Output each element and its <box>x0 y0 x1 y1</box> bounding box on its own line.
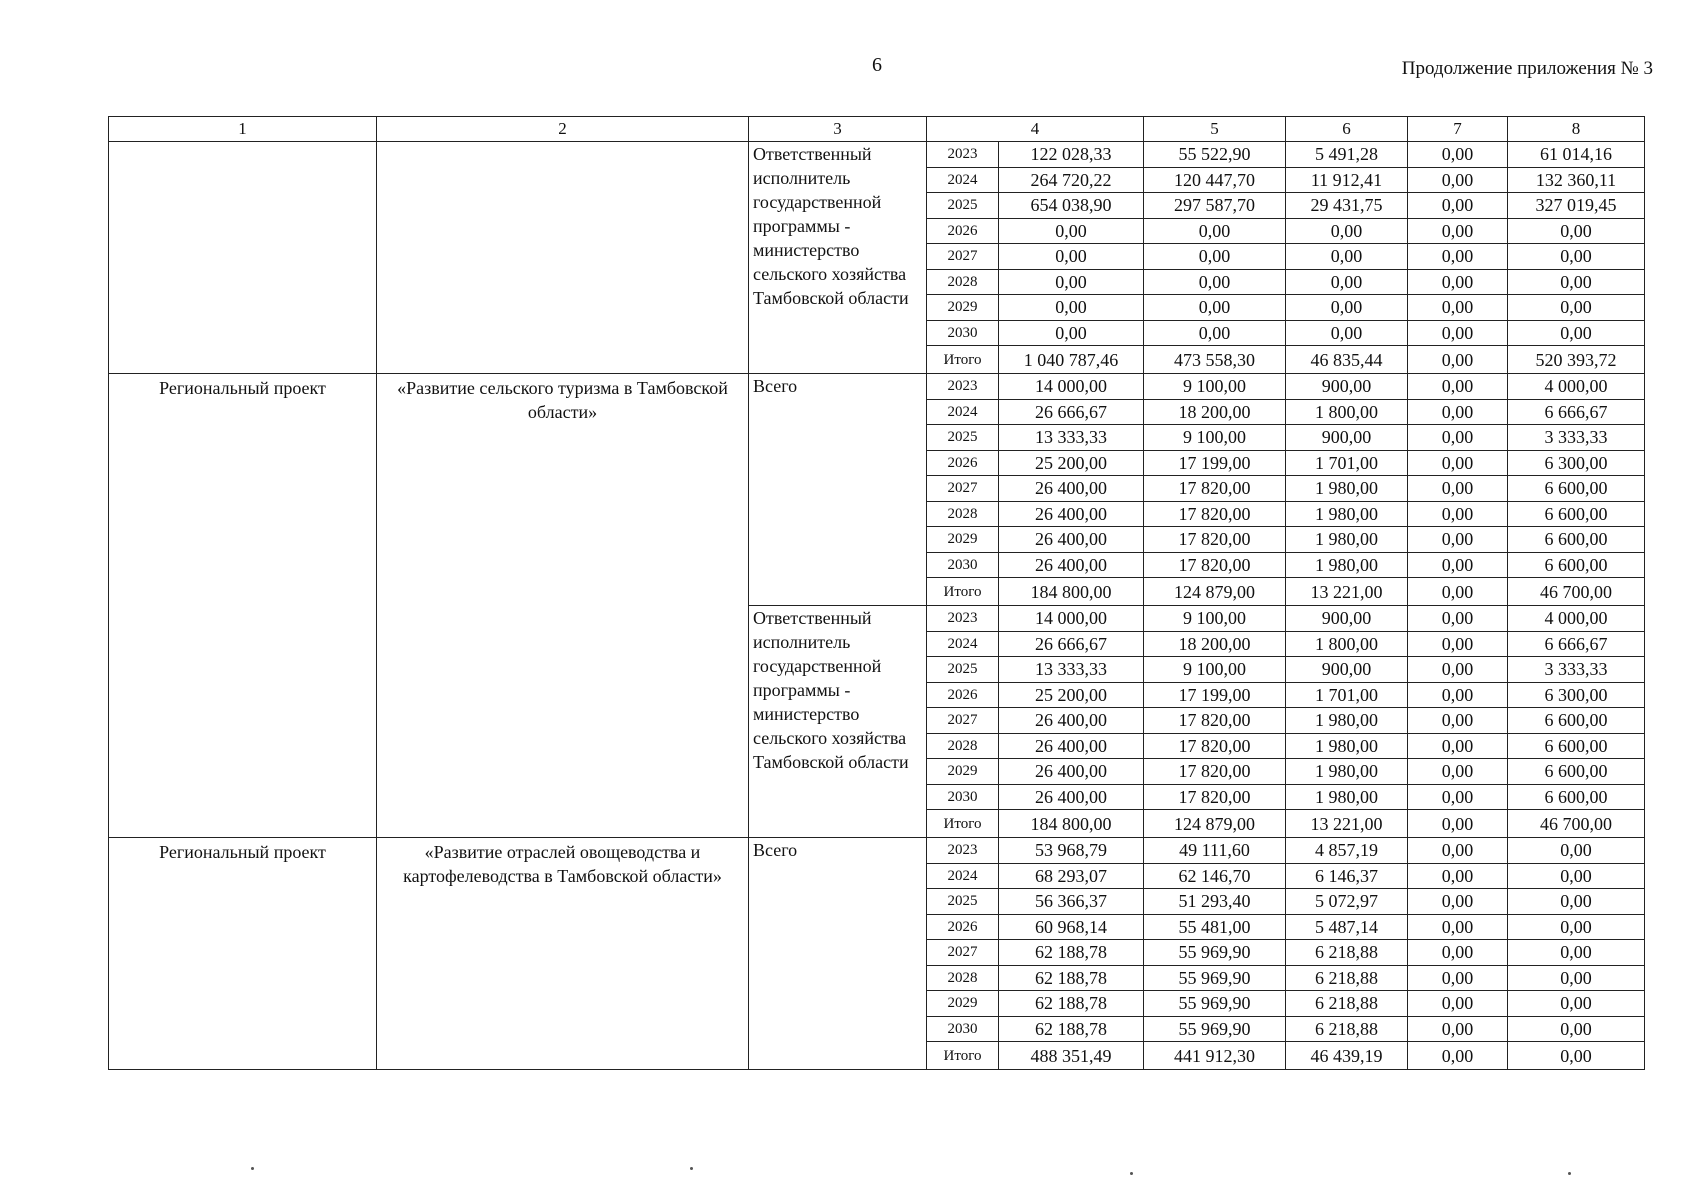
value-cell-6: 46 439,19 <box>1286 1042 1408 1070</box>
value-cell-7: 0,00 <box>1408 193 1508 219</box>
value-cell-6: 1 980,00 <box>1286 733 1408 759</box>
value-cell-6: 1 980,00 <box>1286 527 1408 553</box>
value-cell-5: 17 820,00 <box>1144 501 1286 527</box>
value-cell-6: 13 221,00 <box>1286 578 1408 606</box>
value-cell-6: 0,00 <box>1286 244 1408 270</box>
value-cell-8: 0,00 <box>1508 940 1645 966</box>
page-number: 6 <box>872 54 882 76</box>
year-cell: 2027 <box>927 244 999 270</box>
year-cell: 2023 <box>927 374 999 400</box>
value-cell-6: 900,00 <box>1286 657 1408 683</box>
value-cell-8: 0,00 <box>1508 838 1645 864</box>
year-cell: 2025 <box>927 657 999 683</box>
value-cell-6: 1 980,00 <box>1286 708 1408 734</box>
year-cell: 2030 <box>927 784 999 810</box>
scan-speck <box>251 1167 254 1170</box>
year-cell: 2030 <box>927 320 999 346</box>
value-cell-6: 1 980,00 <box>1286 552 1408 578</box>
value-cell-7: 0,00 <box>1408 501 1508 527</box>
value-cell-4: 53 968,79 <box>999 838 1144 864</box>
value-cell-5: 9 100,00 <box>1144 374 1286 400</box>
column-header: 3 <box>749 117 927 142</box>
table-row <box>109 838 1645 864</box>
value-cell-6: 13 221,00 <box>1286 810 1408 838</box>
year-cell: 2024 <box>927 167 999 193</box>
year-cell: 2025 <box>927 889 999 915</box>
value-cell-6: 1 800,00 <box>1286 631 1408 657</box>
value-cell-6: 6 146,37 <box>1286 863 1408 889</box>
value-cell-5: 55 522,90 <box>1144 142 1286 168</box>
value-cell-8: 6 666,67 <box>1508 631 1645 657</box>
value-cell-5: 441 912,30 <box>1144 1042 1286 1070</box>
value-cell-5: 9 100,00 <box>1144 606 1286 632</box>
value-cell-6: 29 431,75 <box>1286 193 1408 219</box>
value-cell-7: 0,00 <box>1408 889 1508 915</box>
value-cell-4: 0,00 <box>999 218 1144 244</box>
value-cell-5: 9 100,00 <box>1144 425 1286 451</box>
value-cell-4: 184 800,00 <box>999 578 1144 606</box>
value-cell-4: 26 400,00 <box>999 784 1144 810</box>
column-header: 7 <box>1408 117 1508 142</box>
value-cell-8: 0,00 <box>1508 889 1645 915</box>
value-cell-4: 56 366,37 <box>999 889 1144 915</box>
value-cell-4: 264 720,22 <box>999 167 1144 193</box>
value-cell-4: 122 028,33 <box>999 142 1144 168</box>
value-cell-7: 0,00 <box>1408 450 1508 476</box>
value-cell-5: 62 146,70 <box>1144 863 1286 889</box>
value-cell-4: 62 188,78 <box>999 965 1144 991</box>
value-cell-6: 5 072,97 <box>1286 889 1408 915</box>
value-cell-8: 6 600,00 <box>1508 733 1645 759</box>
value-cell-8: 0,00 <box>1508 320 1645 346</box>
column-header: 4 <box>927 117 1144 142</box>
value-cell-7: 0,00 <box>1408 167 1508 193</box>
value-cell-5: 17 199,00 <box>1144 450 1286 476</box>
value-cell-5: 51 293,40 <box>1144 889 1286 915</box>
value-cell-7: 0,00 <box>1408 914 1508 940</box>
executor-cell: Ответственный исполнитель государственной программы - министерство сельского хозяйства Тамбовской области <box>749 606 927 838</box>
year-cell: 2028 <box>927 733 999 759</box>
table-row <box>109 142 1645 168</box>
value-cell-8: 6 666,67 <box>1508 399 1645 425</box>
year-cell: 2029 <box>927 759 999 785</box>
value-cell-7: 0,00 <box>1408 425 1508 451</box>
value-cell-5: 473 558,30 <box>1144 346 1286 374</box>
value-cell-5: 17 820,00 <box>1144 733 1286 759</box>
value-cell-8: 6 600,00 <box>1508 552 1645 578</box>
value-cell-7: 0,00 <box>1408 269 1508 295</box>
value-cell-6: 1 980,00 <box>1286 759 1408 785</box>
value-cell-7: 0,00 <box>1408 527 1508 553</box>
value-cell-8: 3 333,33 <box>1508 657 1645 683</box>
total-label-cell: Итого <box>927 810 999 838</box>
value-cell-5: 0,00 <box>1144 295 1286 321</box>
value-cell-5: 55 481,00 <box>1144 914 1286 940</box>
project-type-cell: Региональный проект <box>109 838 377 1070</box>
year-cell: 2028 <box>927 501 999 527</box>
value-cell-8: 6 600,00 <box>1508 708 1645 734</box>
value-cell-7: 0,00 <box>1408 1042 1508 1070</box>
value-cell-7: 0,00 <box>1408 940 1508 966</box>
value-cell-6: 46 835,44 <box>1286 346 1408 374</box>
year-cell: 2026 <box>927 218 999 244</box>
value-cell-6: 0,00 <box>1286 295 1408 321</box>
year-cell: 2030 <box>927 1016 999 1042</box>
value-cell-6: 6 218,88 <box>1286 965 1408 991</box>
value-cell-5: 0,00 <box>1144 244 1286 270</box>
value-cell-5: 0,00 <box>1144 269 1286 295</box>
column-header: 5 <box>1144 117 1286 142</box>
value-cell-4: 13 333,33 <box>999 657 1144 683</box>
value-cell-5: 18 200,00 <box>1144 631 1286 657</box>
year-cell: 2027 <box>927 476 999 502</box>
executor-cell: Всего <box>749 838 927 1070</box>
year-cell: 2023 <box>927 606 999 632</box>
value-cell-5: 120 447,70 <box>1144 167 1286 193</box>
value-cell-4: 26 400,00 <box>999 552 1144 578</box>
value-cell-8: 0,00 <box>1508 991 1645 1017</box>
total-label-cell: Итого <box>927 346 999 374</box>
value-cell-8: 6 600,00 <box>1508 501 1645 527</box>
year-cell: 2027 <box>927 708 999 734</box>
year-cell: 2027 <box>927 940 999 966</box>
year-cell: 2023 <box>927 838 999 864</box>
value-cell-5: 55 969,90 <box>1144 940 1286 966</box>
value-cell-4: 14 000,00 <box>999 606 1144 632</box>
value-cell-7: 0,00 <box>1408 991 1508 1017</box>
value-cell-7: 0,00 <box>1408 374 1508 400</box>
executor-cell: Ответственный исполнитель государственной программы - министерство сельского хозяйства Тамбовской области <box>749 142 927 374</box>
value-cell-4: 488 351,49 <box>999 1042 1144 1070</box>
value-cell-4: 26 400,00 <box>999 476 1144 502</box>
project-name-cell: «Развитие сельского туризма в Тамбовской области» <box>377 374 749 838</box>
value-cell-6: 5 487,14 <box>1286 914 1408 940</box>
value-cell-7: 0,00 <box>1408 476 1508 502</box>
value-cell-4: 0,00 <box>999 320 1144 346</box>
value-cell-8: 0,00 <box>1508 965 1645 991</box>
value-cell-6: 900,00 <box>1286 425 1408 451</box>
value-cell-8: 327 019,45 <box>1508 193 1645 219</box>
value-cell-7: 0,00 <box>1408 578 1508 606</box>
value-cell-7: 0,00 <box>1408 708 1508 734</box>
value-cell-7: 0,00 <box>1408 682 1508 708</box>
value-cell-7: 0,00 <box>1408 784 1508 810</box>
column-number-row <box>109 117 1645 142</box>
value-cell-7: 0,00 <box>1408 399 1508 425</box>
value-cell-6: 1 800,00 <box>1286 399 1408 425</box>
project-type-cell: Региональный проект <box>109 374 377 838</box>
value-cell-8: 0,00 <box>1508 244 1645 270</box>
value-cell-6: 4 857,19 <box>1286 838 1408 864</box>
value-cell-5: 17 820,00 <box>1144 552 1286 578</box>
value-cell-7: 0,00 <box>1408 552 1508 578</box>
value-cell-4: 26 400,00 <box>999 708 1144 734</box>
value-cell-8: 0,00 <box>1508 863 1645 889</box>
value-cell-5: 124 879,00 <box>1144 578 1286 606</box>
value-cell-4: 26 666,67 <box>999 631 1144 657</box>
value-cell-8: 0,00 <box>1508 295 1645 321</box>
value-cell-4: 62 188,78 <box>999 940 1144 966</box>
total-label-cell: Итого <box>927 578 999 606</box>
value-cell-8: 6 600,00 <box>1508 784 1645 810</box>
value-cell-4: 26 400,00 <box>999 527 1144 553</box>
year-cell: 2026 <box>927 914 999 940</box>
value-cell-7: 0,00 <box>1408 759 1508 785</box>
value-cell-8: 4 000,00 <box>1508 606 1645 632</box>
total-label-cell: Итого <box>927 1042 999 1070</box>
value-cell-6: 1 701,00 <box>1286 450 1408 476</box>
value-cell-4: 0,00 <box>999 295 1144 321</box>
project-type-cell <box>109 142 377 374</box>
value-cell-8: 0,00 <box>1508 218 1645 244</box>
value-cell-7: 0,00 <box>1408 733 1508 759</box>
column-header: 6 <box>1286 117 1408 142</box>
value-cell-8: 46 700,00 <box>1508 810 1645 838</box>
appendix-continuation-label: Продолжение приложения № 3 <box>1401 58 1653 79</box>
value-cell-6: 5 491,28 <box>1286 142 1408 168</box>
value-cell-8: 6 300,00 <box>1508 450 1645 476</box>
value-cell-6: 900,00 <box>1286 606 1408 632</box>
value-cell-5: 124 879,00 <box>1144 810 1286 838</box>
value-cell-8: 0,00 <box>1508 914 1645 940</box>
value-cell-8: 0,00 <box>1508 1016 1645 1042</box>
value-cell-8: 6 600,00 <box>1508 476 1645 502</box>
value-cell-6: 0,00 <box>1286 320 1408 346</box>
value-cell-4: 14 000,00 <box>999 374 1144 400</box>
year-cell: 2029 <box>927 991 999 1017</box>
value-cell-5: 0,00 <box>1144 218 1286 244</box>
year-cell: 2030 <box>927 552 999 578</box>
value-cell-5: 17 820,00 <box>1144 527 1286 553</box>
value-cell-7: 0,00 <box>1408 965 1508 991</box>
value-cell-7: 0,00 <box>1408 1016 1508 1042</box>
value-cell-8: 46 700,00 <box>1508 578 1645 606</box>
value-cell-5: 297 587,70 <box>1144 193 1286 219</box>
value-cell-6: 1 980,00 <box>1286 476 1408 502</box>
value-cell-6: 1 701,00 <box>1286 682 1408 708</box>
year-cell: 2024 <box>927 863 999 889</box>
project-name-cell: «Развитие отраслей овощеводства и картофелеводства в Тамбовской области» <box>377 838 749 1070</box>
value-cell-6: 900,00 <box>1286 374 1408 400</box>
value-cell-7: 0,00 <box>1408 346 1508 374</box>
table-row <box>109 374 1645 400</box>
year-cell: 2028 <box>927 965 999 991</box>
value-cell-5: 17 820,00 <box>1144 759 1286 785</box>
value-cell-6: 0,00 <box>1286 269 1408 295</box>
value-cell-4: 26 400,00 <box>999 759 1144 785</box>
value-cell-7: 0,00 <box>1408 295 1508 321</box>
value-cell-8: 61 014,16 <box>1508 142 1645 168</box>
value-cell-5: 0,00 <box>1144 320 1286 346</box>
year-cell: 2024 <box>927 399 999 425</box>
value-cell-6: 6 218,88 <box>1286 940 1408 966</box>
value-cell-6: 0,00 <box>1286 218 1408 244</box>
value-cell-7: 0,00 <box>1408 863 1508 889</box>
value-cell-4: 26 400,00 <box>999 733 1144 759</box>
value-cell-4: 26 400,00 <box>999 501 1144 527</box>
value-cell-5: 18 200,00 <box>1144 399 1286 425</box>
value-cell-4: 68 293,07 <box>999 863 1144 889</box>
year-cell: 2024 <box>927 631 999 657</box>
year-cell: 2025 <box>927 425 999 451</box>
value-cell-7: 0,00 <box>1408 631 1508 657</box>
value-cell-8: 6 600,00 <box>1508 527 1645 553</box>
column-header: 2 <box>377 117 749 142</box>
value-cell-6: 1 980,00 <box>1286 501 1408 527</box>
value-cell-7: 0,00 <box>1408 606 1508 632</box>
year-cell: 2025 <box>927 193 999 219</box>
value-cell-7: 0,00 <box>1408 657 1508 683</box>
value-cell-4: 60 968,14 <box>999 914 1144 940</box>
value-cell-4: 184 800,00 <box>999 810 1144 838</box>
value-cell-8: 0,00 <box>1508 1042 1645 1070</box>
year-cell: 2028 <box>927 269 999 295</box>
scan-speck <box>690 1167 693 1170</box>
value-cell-6: 1 980,00 <box>1286 784 1408 810</box>
column-header: 1 <box>109 117 377 142</box>
value-cell-4: 13 333,33 <box>999 425 1144 451</box>
value-cell-4: 62 188,78 <box>999 1016 1144 1042</box>
value-cell-7: 0,00 <box>1408 810 1508 838</box>
value-cell-5: 9 100,00 <box>1144 657 1286 683</box>
value-cell-5: 55 969,90 <box>1144 1016 1286 1042</box>
value-cell-4: 654 038,90 <box>999 193 1144 219</box>
value-cell-6: 6 218,88 <box>1286 1016 1408 1042</box>
project-name-cell <box>377 142 749 374</box>
value-cell-6: 6 218,88 <box>1286 991 1408 1017</box>
value-cell-7: 0,00 <box>1408 142 1508 168</box>
column-header: 8 <box>1508 117 1645 142</box>
value-cell-5: 17 820,00 <box>1144 476 1286 502</box>
value-cell-8: 132 360,11 <box>1508 167 1645 193</box>
value-cell-5: 17 820,00 <box>1144 784 1286 810</box>
year-cell: 2026 <box>927 682 999 708</box>
value-cell-7: 0,00 <box>1408 320 1508 346</box>
value-cell-7: 0,00 <box>1408 838 1508 864</box>
value-cell-5: 17 820,00 <box>1144 708 1286 734</box>
value-cell-8: 3 333,33 <box>1508 425 1645 451</box>
scan-speck <box>1130 1172 1133 1175</box>
value-cell-7: 0,00 <box>1408 244 1508 270</box>
value-cell-8: 4 000,00 <box>1508 374 1645 400</box>
scan-speck <box>1568 1172 1571 1175</box>
executor-cell: Всего <box>749 374 927 606</box>
value-cell-4: 0,00 <box>999 269 1144 295</box>
value-cell-8: 6 600,00 <box>1508 759 1645 785</box>
financing-table <box>108 116 1645 1070</box>
year-cell: 2029 <box>927 527 999 553</box>
value-cell-6: 11 912,41 <box>1286 167 1408 193</box>
value-cell-8: 520 393,72 <box>1508 346 1645 374</box>
value-cell-5: 55 969,90 <box>1144 965 1286 991</box>
year-cell: 2029 <box>927 295 999 321</box>
value-cell-4: 25 200,00 <box>999 450 1144 476</box>
year-cell: 2023 <box>927 142 999 168</box>
value-cell-4: 1 040 787,46 <box>999 346 1144 374</box>
value-cell-4: 26 666,67 <box>999 399 1144 425</box>
year-cell: 2026 <box>927 450 999 476</box>
value-cell-4: 62 188,78 <box>999 991 1144 1017</box>
value-cell-5: 17 199,00 <box>1144 682 1286 708</box>
value-cell-7: 0,00 <box>1408 218 1508 244</box>
value-cell-8: 6 300,00 <box>1508 682 1645 708</box>
value-cell-8: 0,00 <box>1508 269 1645 295</box>
value-cell-4: 25 200,00 <box>999 682 1144 708</box>
value-cell-4: 0,00 <box>999 244 1144 270</box>
value-cell-5: 49 111,60 <box>1144 838 1286 864</box>
value-cell-5: 55 969,90 <box>1144 991 1286 1017</box>
